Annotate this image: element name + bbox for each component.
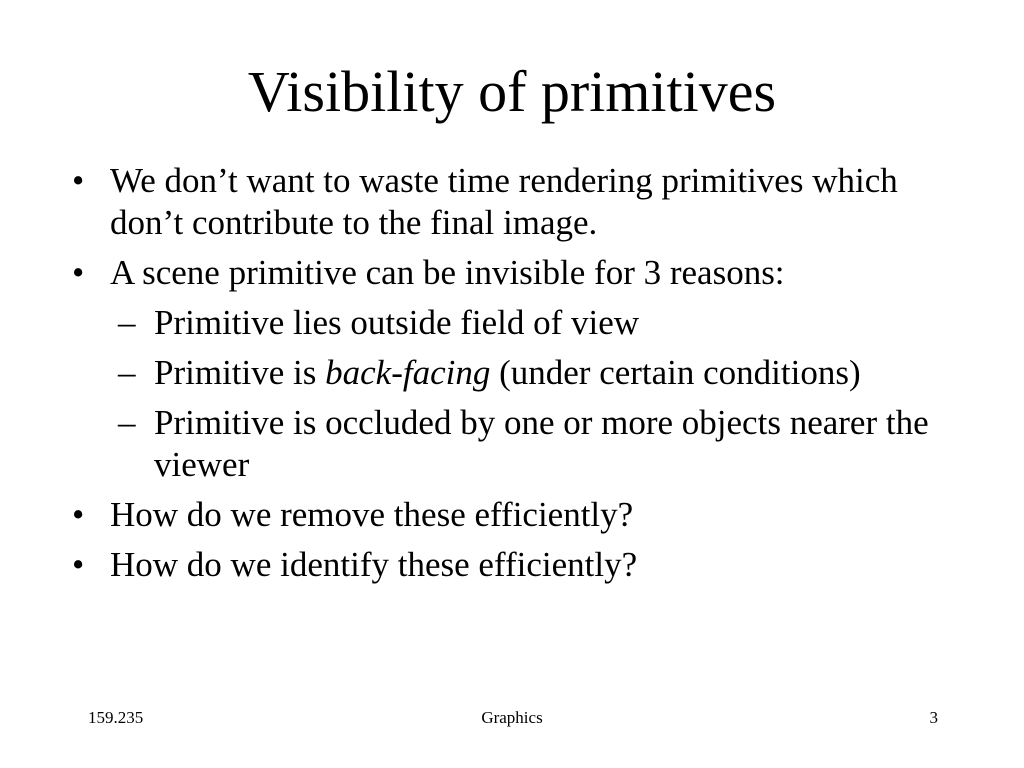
dash-marker: – (118, 303, 136, 342)
sub-bullet-text: Primitive lies outside field of view (154, 303, 640, 342)
footer-topic: Graphics (481, 708, 543, 727)
sub-bullet-item (70, 402, 950, 486)
emphasized-term: back-facing (325, 353, 491, 392)
bullet-text: How do we identify these efficiently? (110, 545, 638, 584)
dash-marker: – (118, 403, 136, 442)
sub-bullet-text: Primitive is occluded by one or more objects nearer the viewer (154, 403, 929, 484)
bullet-text: We don’t want to waste time rendering primitives which don’t contribute to the final image. (110, 161, 898, 242)
footer-course-code: 159.235 (88, 708, 144, 727)
bullet-text: How do we remove these efficiently? (110, 495, 634, 534)
bullet-marker: • (72, 161, 85, 200)
sub-bullet-item (70, 302, 950, 344)
bullet-marker: • (72, 545, 85, 584)
bullet-item (70, 252, 950, 294)
slide-body (70, 160, 950, 594)
dash-marker: – (118, 353, 136, 392)
sub-bullet-text-post: (under certain conditions) (490, 353, 861, 392)
sub-bullet-item (70, 352, 950, 394)
bullet-marker: • (72, 495, 85, 534)
bullet-item (70, 544, 950, 586)
footer-slide-number: 3 (929, 708, 938, 727)
bullet-text: A scene primitive can be invisible for 3 reasons: (110, 253, 785, 292)
sub-bullet-text (154, 353, 861, 392)
bullet-item (70, 160, 950, 244)
bullet-marker: • (72, 253, 85, 292)
bullet-item (70, 494, 950, 536)
slide-title: Visibility of primitives (247, 59, 777, 124)
sub-bullet-text-pre: Primitive is (154, 353, 326, 392)
